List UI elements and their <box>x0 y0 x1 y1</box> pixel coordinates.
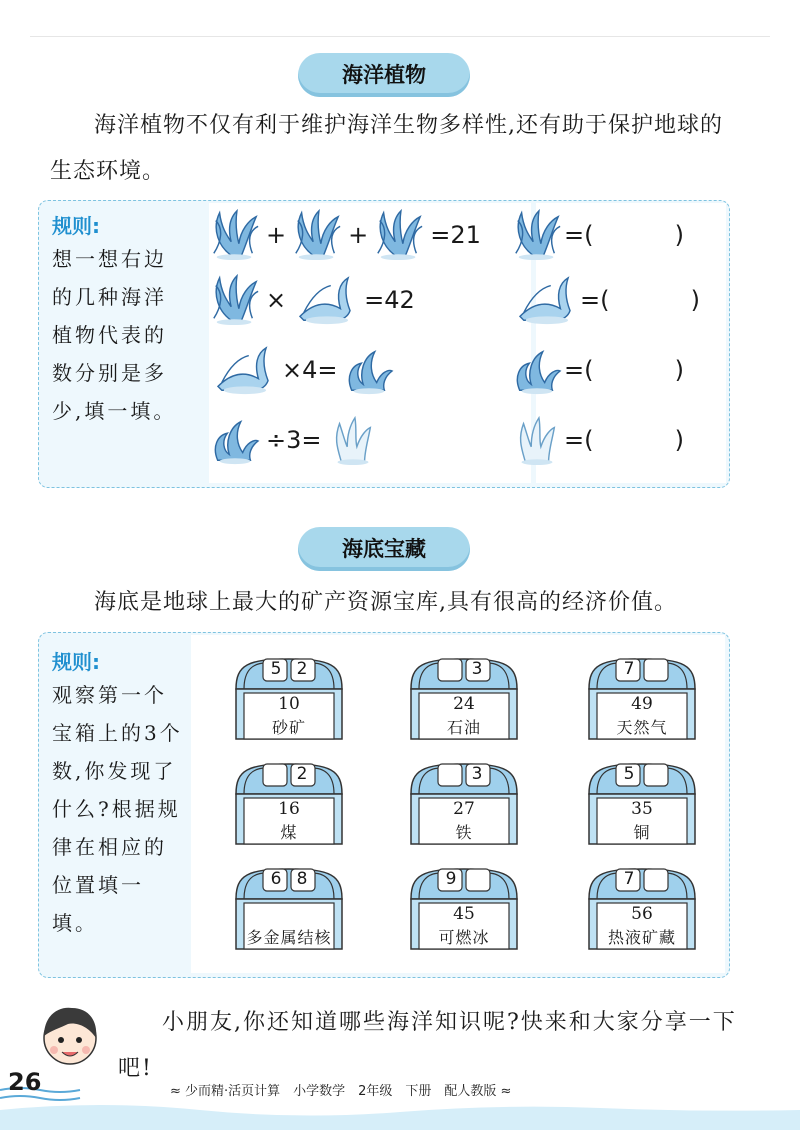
treasure-chest <box>583 655 701 743</box>
chest-factor-b[interactable]: 8 <box>296 869 308 889</box>
rule-title: 规则: <box>52 650 100 674</box>
chest-factor-b[interactable] <box>643 659 667 679</box>
chest-factor-a[interactable]: 9 <box>445 869 457 889</box>
operator: + <box>266 221 287 249</box>
intro-paragraph-plants: 海洋植物不仅有利于维护海洋生物多样性,还有助于保护地球的生态环境。 <box>50 113 723 184</box>
answer-open: =( <box>564 356 594 384</box>
treasure-chest <box>405 655 523 743</box>
coral-plant-icon <box>510 414 564 466</box>
operator: ÷3= <box>266 426 322 454</box>
section-title-ocean-plants: 海洋植物 <box>298 53 470 97</box>
chest-product[interactable]: 16 <box>278 799 300 819</box>
answer-row-2 <box>510 272 700 328</box>
operator: + <box>348 221 369 249</box>
chest-label: 煤 <box>280 823 298 842</box>
chest-label: 砂矿 <box>271 718 306 737</box>
chest-product[interactable]: 35 <box>631 799 653 819</box>
answer-row-4 <box>510 412 684 468</box>
chest-label: 多金属结核 <box>246 928 332 947</box>
equation-result: =42 <box>364 286 415 314</box>
curl-plant-icon <box>208 414 262 466</box>
answer-blank[interactable]: ) <box>690 286 700 314</box>
chest-factor-b[interactable]: 2 <box>296 764 308 784</box>
equation-row-4 <box>208 412 380 468</box>
chest-product[interactable]: 10 <box>278 694 300 714</box>
chest-product[interactable]: 56 <box>631 904 653 924</box>
treasure-chest <box>230 655 348 743</box>
operator: × <box>266 286 287 314</box>
chest-label: 可燃冰 <box>438 928 490 947</box>
kelp-plant-icon <box>510 209 564 261</box>
chest-label: 铜 <box>633 823 651 842</box>
answer-open: =( <box>564 221 594 249</box>
chest-factor-b[interactable] <box>643 869 667 889</box>
chest-factor-a[interactable]: 7 <box>623 659 635 679</box>
chest-label: 热液矿藏 <box>607 928 676 947</box>
rule-text: 观察第一个宝箱上的3个数,你发现了什么?根据规律在相应的位置填一填。 <box>52 683 183 935</box>
curl-plant-icon <box>342 344 396 396</box>
treasure-chest <box>230 760 348 848</box>
chest-factor-b[interactable]: 3 <box>471 764 483 784</box>
equation-row-2 <box>208 272 419 328</box>
coral-plant-icon <box>326 414 380 466</box>
answer-open: =( <box>564 426 594 454</box>
chest-factor-a[interactable] <box>439 659 463 679</box>
footer-text: ≈ 少而精·活页计算 小学数学 2年级 下册 配人教版 ≈ <box>170 1084 512 1099</box>
treasure-chest <box>230 865 348 953</box>
operator: ×4= <box>282 356 338 384</box>
chest-label: 石油 <box>446 718 481 737</box>
chest-factor-a[interactable]: 6 <box>270 869 282 889</box>
answer-blank[interactable]: ) <box>674 221 684 249</box>
child-avatar <box>30 998 110 1072</box>
answer-blank[interactable]: ) <box>674 356 684 384</box>
kelp-plant-icon <box>290 209 344 261</box>
section-title-seabed-treasure: 海底宝藏 <box>298 527 470 571</box>
chest-factor-b[interactable] <box>465 869 489 889</box>
equation-row-1 <box>208 207 485 263</box>
chest-factor-b[interactable] <box>643 764 667 784</box>
rule-title: 规则: <box>52 214 100 238</box>
answer-blank[interactable]: ) <box>674 426 684 454</box>
chest-factor-a[interactable]: 7 <box>623 869 635 889</box>
fan-plant-icon <box>208 344 278 396</box>
chest-factor-a[interactable] <box>439 764 463 784</box>
chest-factor-b[interactable]: 2 <box>296 659 308 679</box>
top-rule <box>30 36 770 37</box>
chest-factor-a[interactable]: 5 <box>270 659 282 679</box>
page-number: 26 <box>8 1068 42 1096</box>
treasure-chest <box>583 865 701 953</box>
treasure-chest <box>405 760 523 848</box>
closing-prompt: 小朋友,你还知道哪些海洋知识呢?快来和大家分享一下吧! <box>118 1010 737 1081</box>
intro-paragraph-treasure: 海底是地球上最大的矿产资源宝库,具有很高的经济价值。 <box>94 590 677 615</box>
kelp-plant-icon <box>372 209 426 261</box>
chest-factor-b[interactable]: 3 <box>471 659 483 679</box>
curl-plant-icon <box>510 344 564 396</box>
fan-plant-icon <box>510 274 580 326</box>
chest-product[interactable]: 49 <box>631 694 653 714</box>
chest-factor-a[interactable] <box>264 764 288 784</box>
chest-label: 天然气 <box>616 718 668 737</box>
chest-label: 铁 <box>455 823 473 842</box>
chest-product[interactable]: 27 <box>453 799 475 819</box>
treasure-chest <box>405 865 523 953</box>
answer-open: =( <box>580 286 610 314</box>
chest-factor-a[interactable]: 5 <box>623 764 635 784</box>
treasure-chest <box>583 760 701 848</box>
equation-result: =21 <box>430 221 481 249</box>
kelp-plant-icon <box>208 274 262 326</box>
answer-row-1 <box>510 207 684 263</box>
chest-product[interactable]: 24 <box>453 694 475 714</box>
kelp-plant-icon <box>208 209 262 261</box>
fan-plant-icon <box>290 274 360 326</box>
chest-product[interactable]: 45 <box>453 904 475 924</box>
answer-row-3 <box>510 342 684 398</box>
rule-text: 想一想右边的几种海洋植物代表的数分别是多少,填一填。 <box>52 247 177 423</box>
equation-row-3 <box>208 342 396 398</box>
